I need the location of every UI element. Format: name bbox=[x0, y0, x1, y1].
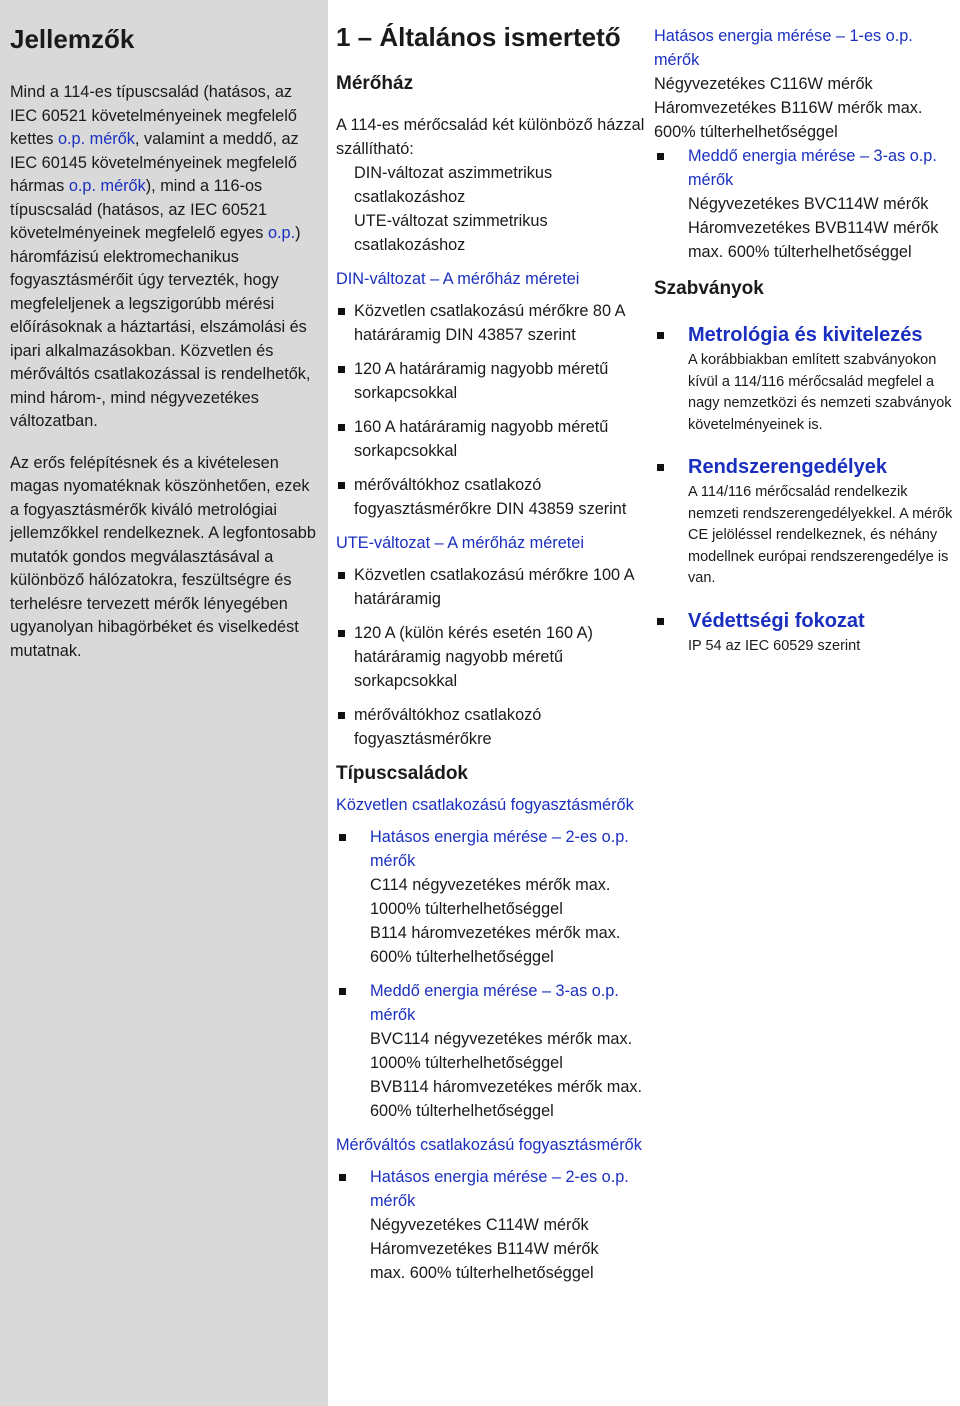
square-bullet-icon bbox=[338, 366, 345, 373]
list-item-text: Közvetlen csatlakozású mérőkre 80 A határáramig DIN 43857 szerint bbox=[354, 302, 625, 344]
square-bullet-icon bbox=[338, 308, 345, 315]
square-bullet-icon bbox=[657, 332, 664, 339]
ct-connection-heading: Mérőváltós csatlakozású fogyasztásmérők bbox=[336, 1136, 642, 1154]
square-bullet-icon bbox=[338, 482, 345, 489]
list-item-text: mérőváltókhoz csatlakozó fogyasztásmérőkre DIN 43859 szerint bbox=[354, 476, 627, 518]
square-bullet-icon bbox=[338, 572, 345, 579]
housing-heading: Mérőház bbox=[336, 73, 414, 94]
family-line: max. 600% túlterhelhetőséggel bbox=[370, 1264, 594, 1282]
right-column bbox=[652, 0, 960, 675]
list-item-text: 120 A (külön kérés esetén 160 A) határáramig nagyobb méretű sorkapcsokkal bbox=[354, 624, 593, 690]
family-line: Háromvezetékes B116W mérők max. bbox=[654, 99, 923, 117]
families-heading: Típuscsaládok bbox=[336, 763, 468, 784]
family-title: Hatásos energia mérése – 2-es o.p. mérők bbox=[370, 828, 629, 870]
list-item bbox=[336, 703, 646, 751]
list-item bbox=[336, 979, 646, 1123]
intro-text-4: ) háromfázisú elektromechanikus fogyasztásmérőit úgy tervezték, hogy megfeleljenek a legszigorúbb mérési előírásoknak a háztartási, elszámolási és ipari alkalmazásokban. Közvetlen és mérőváltós csatlakozással is rendelhetők, mind három-, mind négyvezetékes változatban. bbox=[10, 224, 311, 430]
feature-title: Védettségi fokozat bbox=[688, 609, 865, 632]
list-item bbox=[336, 1165, 646, 1285]
housing-intro: A 114-es mérőcsalád két különböző házzal szállítható: bbox=[336, 116, 645, 158]
standards-heading: Szabványok bbox=[654, 278, 764, 299]
direct-connection-heading: Közvetlen csatlakozású fogyasztásmérők bbox=[336, 796, 634, 814]
list-item-text: Közvetlen csatlakozású mérőkre 100 A határáramig bbox=[354, 566, 634, 608]
square-bullet-icon bbox=[657, 618, 664, 625]
construction-paragraph: Az erős felépítésnek és a kivételesen magas nyomatéknak köszönhetően, ezek a fogyasztásmérők kiváló metrológiai jellemzőkkel rendelkeznek. A legfontosabb mutatók gondos megválasztásával a különböző hálózatokra, feszültségre és terhelésre tervezett mérők lényegében ugyanolyan hibagörbéket és viselkedést mutatnak. bbox=[10, 453, 316, 660]
middle-column bbox=[334, 0, 646, 1295]
list-item bbox=[336, 825, 646, 969]
family-line: C114 négyvezetékes mérők max. 1000% túlterhelhetőséggel bbox=[370, 876, 611, 918]
ct-families-list bbox=[336, 1165, 646, 1285]
family-line: BVB114 háromvezetékes mérők max. 600% túlterhelhetőséggel bbox=[370, 1078, 643, 1120]
list-item bbox=[336, 299, 646, 347]
square-bullet-icon bbox=[338, 424, 345, 431]
square-bullet-icon bbox=[338, 712, 345, 719]
square-bullet-icon bbox=[339, 1174, 346, 1181]
feature-body: IP 54 az IEC 60529 szerint bbox=[688, 637, 861, 654]
square-bullet-icon bbox=[339, 834, 346, 841]
family-title: Hatásos energia mérése – 2-es o.p. mérők bbox=[370, 1168, 629, 1210]
feature-item bbox=[654, 608, 960, 658]
square-bullet-icon bbox=[657, 153, 664, 160]
family-line: Négyvezetékes C116W mérők bbox=[654, 75, 873, 93]
din-sizes-list bbox=[336, 299, 646, 521]
intro-link-1: o.p. mérők bbox=[57, 130, 135, 148]
left-column bbox=[0, 0, 328, 1406]
continued-family-title-2: Meddő energia mérése – 3-as o.p. mérők bbox=[688, 147, 937, 189]
family-line: Háromvezetékes BVB114W mérők bbox=[688, 219, 939, 237]
features-heading: Jellemzők bbox=[10, 24, 135, 54]
family-line: BVC114 négyvezetékes mérők max. 1000% túlterhelhetőséggel bbox=[370, 1030, 633, 1072]
square-bullet-icon bbox=[338, 630, 345, 637]
list-item bbox=[336, 563, 646, 611]
list-item-text: mérőváltókhoz csatlakozó fogyasztásmérőkre bbox=[354, 706, 542, 748]
ute-sizes-list bbox=[336, 563, 646, 751]
intro-text-1: Mind a 114-es típuscsalád (hatásos, az IEC 60521 követelményeinek megfelelő kettes bbox=[10, 83, 297, 148]
family-line: 600% túlterhelhetőséggel bbox=[654, 123, 838, 141]
intro-text-2: , valamint a meddő, az IEC 60145 követelményeinek megfelelő hármas bbox=[10, 130, 299, 195]
list-item bbox=[336, 357, 646, 405]
family-line: Négyvezetékes C114W mérők bbox=[370, 1216, 589, 1234]
intro-text-3: ), mind a 116-os típuscsalád (hatásos, az IEC 60521 követelményeinek megfelelő egyes bbox=[10, 177, 268, 242]
ute-variant-text: UTE-változat szimmetrikus csatlakozáshoz bbox=[354, 212, 548, 254]
section-title: 1 – Általános ismertető bbox=[336, 22, 621, 52]
continued-family-title-1: Hatásos energia mérése – 1-es o.p. mérők bbox=[654, 27, 913, 69]
family-line: B114 háromvezetékes mérők max. 600% túlterhelhetőséggel bbox=[370, 924, 621, 966]
feature-title: Metrológia és kivitelezés bbox=[688, 324, 923, 346]
intro-paragraph bbox=[10, 81, 319, 434]
list-item bbox=[336, 415, 646, 463]
square-bullet-icon bbox=[657, 464, 664, 471]
feature-item bbox=[654, 454, 960, 590]
feature-body: A korábbiakban említett szabványokon kívül a 114/116 mérőcsalád megfelel a nagy nemzetközi és nemzeti szabványok követelményeinek is. bbox=[688, 352, 952, 433]
ute-sizes-heading: UTE-változat – A mérőház méretei bbox=[336, 534, 584, 552]
din-sizes-heading: DIN-változat – A mérőház méretei bbox=[336, 270, 580, 288]
intro-link-2: o.p. mérők bbox=[68, 177, 146, 195]
feature-item bbox=[654, 322, 960, 436]
list-item-text: 120 A határáramig nagyobb méretű sorkapcsokkal bbox=[354, 360, 609, 402]
direct-families-list bbox=[336, 825, 646, 1123]
family-line: Négyvezetékes BVC114W mérők bbox=[688, 195, 929, 213]
list-item bbox=[336, 621, 646, 693]
list-item-text: 160 A határáramig nagyobb méretű sorkapcsokkal bbox=[354, 418, 609, 460]
family-line: Háromvezetékes B114W mérők bbox=[370, 1240, 599, 1258]
family-line: max. 600% túlterhelhetőséggel bbox=[688, 243, 912, 261]
list-item bbox=[336, 473, 646, 521]
family-title: Meddő energia mérése – 3-as o.p. mérők bbox=[370, 982, 619, 1024]
din-variant-text: DIN-változat aszimmetrikus csatlakozáshoz bbox=[354, 164, 553, 206]
list-item bbox=[654, 144, 960, 264]
feature-body: A 114/116 mérőcsalád rendelkezik nemzeti rendszerengedélyekkel. A mérők CE jelöléssel rendelkeznek, és néhány modellnek európai rendszerengedélye is van. bbox=[688, 484, 953, 586]
square-bullet-icon bbox=[339, 988, 346, 995]
intro-link-3: o.p. bbox=[267, 224, 296, 242]
feature-title: Rendszerengedélyek bbox=[688, 456, 887, 478]
